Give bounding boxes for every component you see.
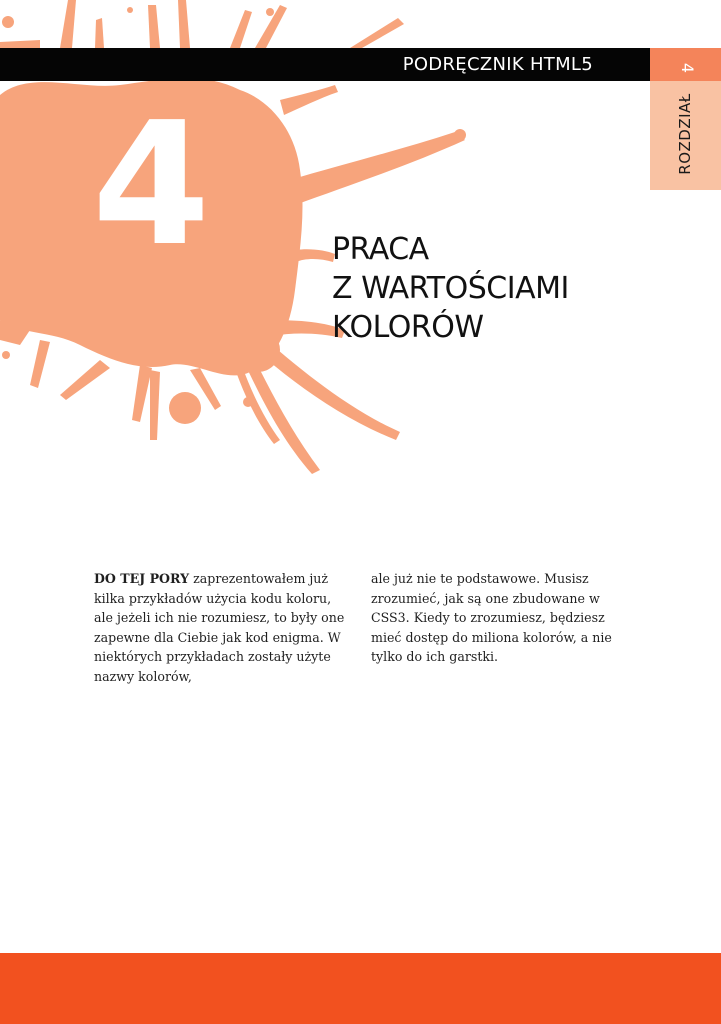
chapter-title-line: KOLORÓW bbox=[332, 310, 484, 345]
chapter-title-line: Z WARTOŚCIAMI bbox=[332, 271, 569, 306]
chapter-tab-label: ROZDZIAŁ bbox=[676, 93, 694, 175]
chapter-tab-number: 4 bbox=[678, 62, 697, 74]
lead-in: DO TEJ PORY bbox=[94, 571, 190, 586]
body-text-right: ale już nie te podstawowe. Musisz zrozumieć, jak są one zbudowane w CSS3. Kiedy to zrozumiesz, będziesz mieć dostęp do miliona kolorów, a nie tylko do ich garstki. bbox=[371, 571, 612, 664]
header-bar bbox=[0, 48, 650, 81]
chapter-number: 4 bbox=[92, 86, 211, 284]
chapter-title bbox=[332, 230, 652, 347]
chapter-title-line: PRACA bbox=[332, 232, 429, 267]
footer-bar bbox=[0, 953, 721, 1024]
body-column-left bbox=[94, 569, 349, 686]
body-text-left: zaprezentowałem już kilka przykładów użycia kodu koloru, ale jeżeli ich nie rozumiesz, to były one zapewne dla Ciebie jak kod enigma. W niektórych przykładach zostały użyte nazwy kolorów, bbox=[94, 571, 345, 684]
chapter-tab bbox=[650, 48, 721, 190]
body-column-right bbox=[371, 569, 631, 667]
book-title: PODRĘCZNIK HTML5 bbox=[402, 54, 593, 75]
